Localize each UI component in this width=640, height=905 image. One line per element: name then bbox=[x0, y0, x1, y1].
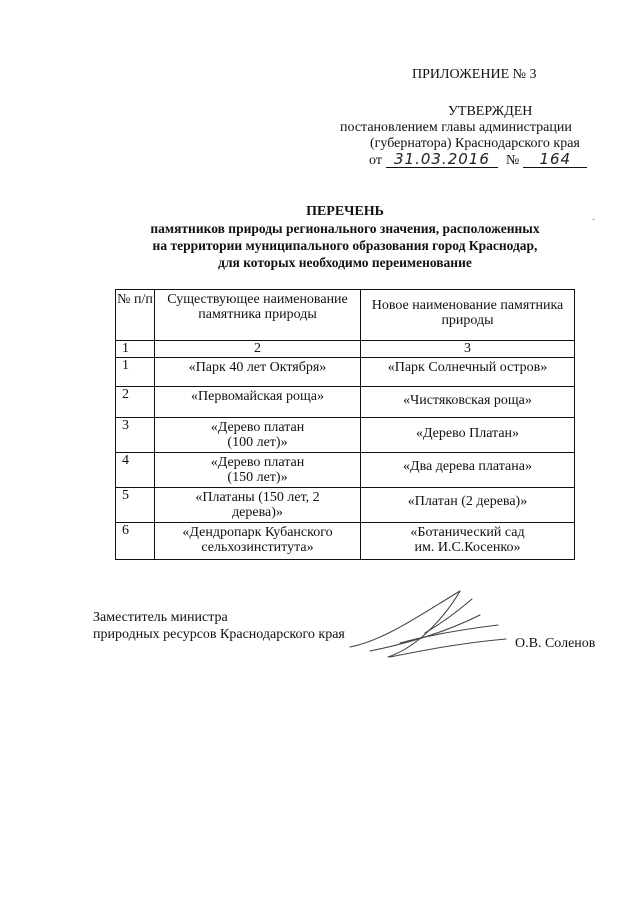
table-row bbox=[116, 488, 575, 523]
row-number: 5 bbox=[116, 488, 155, 523]
handwritten-signature bbox=[330, 585, 520, 675]
column-number: 2 bbox=[155, 341, 361, 358]
decree-line-1: постановлением главы администрации bbox=[340, 120, 572, 135]
new-name: «Ботанический сад им. И.С.Косенко» bbox=[361, 523, 575, 560]
document-title: ПЕРЕЧЕНЬ bbox=[306, 204, 384, 219]
signer-position-line-2: природных ресурсов Краснодарского края bbox=[93, 627, 345, 642]
title-line-3: для которых необходимо переименование bbox=[218, 255, 472, 270]
monuments-table bbox=[115, 289, 575, 560]
decree-date: 31.03.2016 bbox=[386, 152, 498, 168]
new-name: «Парк Солнечный остров» bbox=[361, 358, 575, 387]
title-line-1: памятников природы регионального значения, расположенных bbox=[150, 221, 540, 236]
existing-name: «Платаны (150 лет, 2 дерева)» bbox=[155, 488, 361, 523]
row-number: 4 bbox=[116, 453, 155, 488]
new-name: «Платан (2 дерева)» bbox=[361, 488, 575, 523]
new-name: «Чистяковская роща» bbox=[361, 387, 575, 418]
row-number: 3 bbox=[116, 418, 155, 453]
table-row bbox=[116, 523, 575, 560]
appendix-label: ПРИЛОЖЕНИЕ № 3 bbox=[412, 67, 537, 82]
approved-label: УТВЕРЖДЕН bbox=[448, 104, 533, 119]
decree-line-2: (губернатора) Краснодарского края bbox=[370, 136, 580, 151]
title-line-2: на территории муниципального образования город Краснодар, bbox=[152, 238, 538, 253]
header-new-name: Новое наименование памятника природы bbox=[361, 290, 575, 341]
from-label: от bbox=[369, 153, 382, 168]
existing-name: «Дендропарк Кубанского сельхозинститута» bbox=[155, 523, 361, 560]
row-number: 1 bbox=[116, 358, 155, 387]
new-name: «Дерево Платан» bbox=[361, 418, 575, 453]
signer-name: О.В. Соленов bbox=[515, 636, 596, 651]
signer-position-line-1: Заместитель министра bbox=[93, 610, 228, 625]
column-number: 3 bbox=[361, 341, 575, 358]
scan-mark: - bbox=[592, 214, 596, 225]
existing-name: «Дерево платан (150 лет)» bbox=[155, 453, 361, 488]
decree-date-number bbox=[369, 152, 587, 169]
header-existing-name: Существующее наименование памятника природы bbox=[155, 290, 361, 341]
table-row bbox=[116, 453, 575, 488]
column-number: 1 bbox=[116, 341, 155, 358]
row-number: 6 bbox=[116, 523, 155, 560]
column-number-row bbox=[116, 341, 575, 358]
existing-name: «Первомайская роща» bbox=[155, 387, 361, 418]
number-label: № bbox=[505, 153, 520, 168]
table-row bbox=[116, 358, 575, 387]
header-number: № п/п bbox=[116, 290, 155, 341]
new-name: «Два дерева платана» bbox=[361, 453, 575, 488]
table-header-row bbox=[116, 290, 575, 341]
existing-name: «Дерево платан (100 лет)» bbox=[155, 418, 361, 453]
table-row bbox=[116, 418, 575, 453]
decree-number: 164 bbox=[523, 152, 587, 168]
row-number: 2 bbox=[116, 387, 155, 418]
existing-name: «Парк 40 лет Октября» bbox=[155, 358, 361, 387]
table-row bbox=[116, 387, 575, 418]
